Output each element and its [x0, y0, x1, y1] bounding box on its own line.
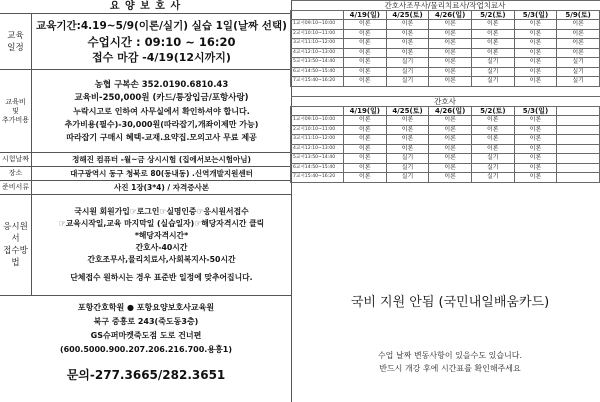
- docs-label: 준비서류: [0, 181, 32, 194]
- table-corner-cell: [291, 11, 344, 20]
- schedule-cell: 이론: [471, 48, 514, 58]
- schedule-cell: 이론: [514, 67, 557, 77]
- tuition-fee: 교육비-250,000원 (카드/통장입금/포항사랑): [74, 92, 249, 103]
- schedule-cell: 실기: [471, 173, 514, 183]
- schedule-cell: 이론: [344, 29, 387, 39]
- schedule-cell: [557, 163, 600, 173]
- schedule-cell: [557, 173, 600, 183]
- place-label: 장소: [0, 167, 32, 180]
- period-cell: 2교시10:10~11:00: [291, 125, 344, 135]
- table-row: [291, 116, 600, 126]
- schedule-cell: 이론: [344, 39, 387, 49]
- course-info-sheet: [0, 0, 292, 402]
- schedule-cell: 이론: [429, 154, 472, 164]
- class-hours: 수업시간 : 09:10 ~ 16:20: [87, 34, 236, 49]
- table-caption-row: [291, 97, 600, 107]
- table-row: [291, 144, 600, 154]
- fee-note: 누락시고로 인하여 사무실에서 확인하셔야 합니다.: [73, 106, 250, 116]
- table-caption: 간호사: [291, 97, 600, 107]
- schedule-cell: 실기: [471, 154, 514, 164]
- schedule-cell: 이론: [386, 116, 429, 126]
- schedule-cell: 실기: [386, 173, 429, 183]
- schedule-cell: 이론: [514, 116, 557, 126]
- schedule-cell: 이론: [514, 135, 557, 145]
- schedule-cell: 이론: [471, 39, 514, 49]
- schedule-cell: 이론: [429, 29, 472, 39]
- schedule-cell: 이론: [429, 173, 472, 183]
- schedule-notes: [300, 349, 600, 375]
- schedule-cell: 실기: [386, 163, 429, 173]
- schedule-cell: [557, 135, 600, 145]
- bank-account: 농협 구복손 352.0190.6810.43: [94, 79, 229, 90]
- schedule-cell: 이론: [514, 125, 557, 135]
- table-header-row: [291, 107, 600, 116]
- apply-hours-heading: *해당자격시간*: [134, 231, 189, 240]
- schedule-cell: 이론: [344, 135, 387, 145]
- schedule-cell: 실기: [386, 154, 429, 164]
- place-content: [32, 167, 291, 180]
- schedule-cell: 이론: [514, 58, 557, 68]
- date-header: 4/26(일): [429, 107, 472, 116]
- schedule-cell: 이론: [471, 135, 514, 145]
- table-row: [291, 58, 600, 68]
- schedule-label: 교육 일정: [0, 14, 32, 69]
- table-corner-cell: [291, 107, 344, 116]
- exam-text: 정해진 컴퓨터 -월~금 상시시험 (집에서보는시험아님): [72, 154, 251, 164]
- schedule-cell: 이론: [344, 154, 387, 164]
- schedule-cell: 실기: [557, 58, 600, 68]
- period-cell: 6교시14:50~15:40: [291, 67, 344, 77]
- date-header: 4/25(토): [386, 107, 429, 116]
- schedule-cell: 이론: [429, 67, 472, 77]
- schedule-cell: 실기: [386, 58, 429, 68]
- period-cell: 7교시15:40~16:20: [291, 173, 344, 183]
- schedule-cell: 이론: [386, 29, 429, 39]
- table-row: [291, 39, 600, 49]
- table-row: [291, 154, 600, 164]
- schedule-cell: 실기: [557, 67, 600, 77]
- schedule-cell: 이론: [514, 144, 557, 154]
- apply-row: [0, 195, 291, 296]
- table-row: [291, 135, 600, 145]
- schedule-cell: 이론: [344, 116, 387, 126]
- schedule-cell: 실기: [471, 67, 514, 77]
- period-cell: 2교시10:10~11:00: [291, 29, 344, 39]
- schedule-cell: 이론: [471, 29, 514, 39]
- date-header: 5/9(토): [557, 11, 600, 20]
- schedule-cell: 이론: [514, 29, 557, 39]
- table-header-row: [291, 11, 600, 20]
- apply-hours-nurse: 간호사-40시간: [135, 243, 188, 252]
- contact-block: [0, 297, 292, 402]
- date-header: [557, 107, 600, 116]
- schedule-cell: [557, 144, 600, 154]
- group-registration-note: 단체접수 원하시는 경우 표준반 일정에 맞추어집니다.: [70, 273, 253, 282]
- schedule-cell: 이론: [514, 154, 557, 164]
- schedule-cell: 이론: [471, 20, 514, 30]
- schedule-cell: 실기: [386, 67, 429, 77]
- schedule-cell: 이론: [429, 48, 472, 58]
- schedule-cell: [557, 116, 600, 126]
- schedule-cell: 실기: [471, 77, 514, 87]
- schedule-cell: 이론: [344, 20, 387, 30]
- schedule-cell: 실기: [471, 163, 514, 173]
- date-header: 5/3(일): [514, 11, 557, 20]
- schedule-content: [32, 14, 291, 69]
- table-caption: 간호사조무사/물리치료사/작업치료사: [291, 1, 600, 11]
- period-cell: 5교시13:50~14:40: [291, 58, 344, 68]
- table-row: [291, 20, 600, 30]
- schedule-cell: 이론: [344, 67, 387, 77]
- schedule-cell: 이론: [344, 163, 387, 173]
- schedule-cell: 이론: [429, 125, 472, 135]
- schedule-cell: [557, 154, 600, 164]
- apply-step-1: 국시원 회원가입☞로그인☞실명인증☞응시원서접수: [74, 207, 249, 216]
- schedule-cell: 이론: [386, 39, 429, 49]
- schedule-cell: 이론: [471, 144, 514, 154]
- date-header: 4/25(토): [386, 11, 429, 20]
- bus-routes: (600.5000.900.207.206.216.700.용흥1): [59, 345, 233, 354]
- schedule-cell: 이론: [429, 116, 472, 126]
- table-caption-row: [291, 1, 600, 11]
- period-cell: 7교시15:40~16:20: [291, 77, 344, 87]
- table-row: [291, 77, 600, 87]
- period-cell: 3교시11:10~12:00: [291, 135, 344, 145]
- schedule-cell: 이론: [344, 48, 387, 58]
- place-row: [0, 167, 291, 181]
- schedule-cell: 이론: [429, 39, 472, 49]
- docs-row: [0, 181, 291, 195]
- schedule-cell: 이론: [386, 135, 429, 145]
- apply-step-2: ☞교육시작일,교육 마지막일 (실습일자)☞해당자격시간 클릭: [58, 219, 265, 228]
- academy-names: 포항간호학원 ● 포항요양보호사교육원: [77, 303, 215, 312]
- period-cell: 5교시13:50~14:40: [291, 154, 344, 164]
- schedule-cell: 실기: [471, 58, 514, 68]
- table-row: [291, 48, 600, 58]
- apply-content: [32, 195, 291, 295]
- date-header: 5/2(토): [471, 107, 514, 116]
- course-period: 교육기간:4.19~5/9(이론/실기) 실습 1일(날짜 선택): [36, 19, 287, 32]
- schedule-cell: 이론: [344, 125, 387, 135]
- schedule-cell: 이론: [514, 20, 557, 30]
- schedule-cell: 이론: [429, 20, 472, 30]
- docs-content: [32, 181, 291, 194]
- period-cell: 6교시14:50~15:40: [291, 163, 344, 173]
- schedule-cell: 이론: [514, 39, 557, 49]
- apply-hours-others: 간호조무사,물리치료사,사회복지사-50시간: [87, 255, 236, 264]
- table-row: [291, 29, 600, 39]
- table-row: [291, 163, 600, 173]
- schedule-cell: 이론: [557, 29, 600, 39]
- fee-content: [32, 70, 291, 152]
- contact-phone: 문의-277.3665/282.3651: [66, 368, 226, 382]
- schedule-cell: 이론: [429, 144, 472, 154]
- table-row: [291, 125, 600, 135]
- date-header: 4/26(일): [429, 11, 472, 20]
- fee-row: [0, 70, 291, 153]
- address: 북구 중흥로 243(죽도동3층): [93, 317, 199, 326]
- schedule-table-nurse: [290, 96, 600, 183]
- period-cell: 1교시09:10~10:00: [291, 116, 344, 126]
- schedule-cell: 이론: [557, 48, 600, 58]
- date-header: 4/19(일): [344, 107, 387, 116]
- place-text: 대구광역시 동구 청북로 80(동내동) .신역개발지원센터: [70, 168, 253, 178]
- schedule-cell: 이론: [429, 58, 472, 68]
- schedule-cell: [557, 125, 600, 135]
- table-row: [291, 173, 600, 183]
- schedule-cell: 이론: [344, 77, 387, 87]
- registration-deadline: 접수 마감 -4/19(12시까지): [92, 50, 231, 64]
- schedule-cell: 이론: [344, 58, 387, 68]
- schedule-cell: 실기: [557, 77, 600, 87]
- schedule-cell: 이론: [514, 77, 557, 87]
- note-line: 반드시 개강 후에 시간표를 확인해주세요: [379, 364, 521, 373]
- period-cell: 4교시12:10~13:00: [291, 48, 344, 58]
- schedule-cell: 이론: [471, 116, 514, 126]
- fee-label: 교육비 및 추가비용: [0, 70, 32, 152]
- apply-label: 응시원 서 접수방 법: [0, 195, 32, 295]
- no-funding-notice: 국비 지원 안됨 (국민내일배움카드): [350, 295, 550, 310]
- schedule-cell: 이론: [386, 144, 429, 154]
- schedule-cell: 이론: [514, 163, 557, 173]
- schedule-cell: 이론: [429, 163, 472, 173]
- schedule-table-nursing-aide: [290, 0, 600, 87]
- exam-row: [0, 153, 291, 167]
- schedule-cell: 이론: [471, 125, 514, 135]
- schedule-cell: 이론: [557, 20, 600, 30]
- table-row: [291, 67, 600, 77]
- schedule-cell: 이론: [386, 48, 429, 58]
- sheet-title: 요 양 보 호 사: [0, 0, 291, 14]
- schedule-cell: 이론: [514, 48, 557, 58]
- period-cell: 1교시09:10~10:00: [291, 20, 344, 30]
- extra-benefit: 따라잡기 구매시 혜택-교재.요약집.모의고사 무료 제공: [66, 132, 257, 142]
- date-header: 5/2(토): [471, 11, 514, 20]
- schedule-cell: 이론: [344, 144, 387, 154]
- date-header: 5/3(일): [514, 107, 557, 116]
- period-cell: 4교시12:10~13:00: [291, 144, 344, 154]
- date-header: 4/19(일): [344, 11, 387, 20]
- schedule-row: [0, 14, 291, 70]
- schedule-cell: 이론: [386, 125, 429, 135]
- landmark: GS슈퍼마켓죽도점 도로 건너편: [90, 331, 202, 340]
- schedule-cell: 이론: [344, 173, 387, 183]
- exam-label: 시험날짜: [0, 153, 32, 166]
- extra-fee: 추가비용(필수)-30,000원(따라잡기,개좌이제만 가능): [64, 119, 259, 129]
- schedule-cell: 실기: [386, 77, 429, 87]
- schedule-cell: 이론: [429, 77, 472, 87]
- schedule-cell: 이론: [429, 135, 472, 145]
- schedule-cell: 이론: [386, 20, 429, 30]
- exam-content: [32, 153, 291, 166]
- schedule-cell: 이론: [557, 39, 600, 49]
- note-line: 수업 날짜 변동사항이 있을수도 있습니다.: [377, 351, 523, 360]
- docs-text: 사진 1장(3*4) / 자격증사본: [114, 182, 209, 192]
- schedule-cell: 이론: [514, 173, 557, 183]
- period-cell: 3교시11:10~12:00: [291, 39, 344, 49]
